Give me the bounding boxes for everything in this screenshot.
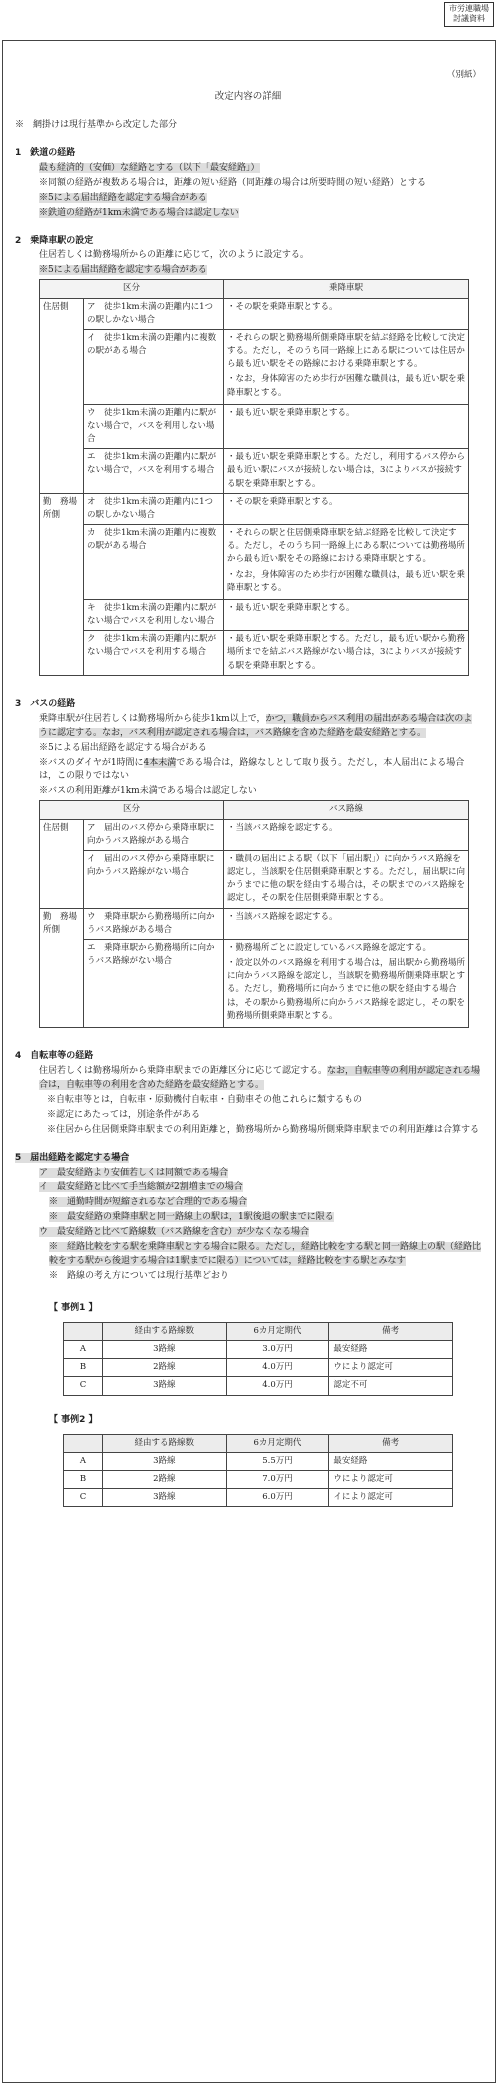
ex1-row-a-label: A [64,1341,103,1359]
ex2-row-a-note: 最安経路 [329,1452,453,1470]
station-table [39,279,469,675]
bus-row-i-value: ・職員の届出による駅（以下「届出駅」）に向かうバス路線を認定し，当該駅を住居側乗降車駅とする。ただし，届出駅に向かうまでに他の駅を経由する場合は，その駅までのバス路線を認定し，その駅を住居側乗降車駅とする。 [224,850,469,908]
document-frame [2,40,496,2083]
section-5-heading [15,1152,481,1166]
bus-row-u-key: ウ 乗降車駅から勤務場所に向かうバス路線がある場合 [84,908,224,939]
station-row-o-key: オ 徒歩1km未満の距離内に1つの駅しかない場合 [84,493,224,524]
section-4-heading: 4 自転車等の経路 [15,1050,94,1061]
ex1-row-b-label: B [64,1359,103,1377]
station-row-a-value: ・その駅を乗降車駅とする。 [224,298,469,329]
bus-row-e-text-2: ・設定以外のバス路線を利用する場合は，届出駅から勤務場所に向かうバス路線を認定し，当該駅を勤務場所側乗降車駅とする。ただし，勤務場所に向かうまでに他の駅を経由する場合は，その駅から勤務場所に向かうバス路線を認定し，その駅を勤務場所側乗降車駅とする。 [227,958,466,1021]
bus-table-header-category: 区分 [40,801,224,819]
s3-line-1: ※5による届出経路を認定する場合がある [39,742,207,753]
ex2-row-b-label: B [64,1470,103,1488]
ex1-row-a-routes: 3路線 [103,1341,227,1359]
section-3-heading: 3 バスの経路 [15,698,76,709]
ex1-row-a-price: 3.0万円 [226,1341,329,1359]
bus-row-a-key: ア 届出のバス停から乗降車駅に向かうバス路線がある場合 [84,819,224,850]
s4-para-1: 住居若しくは勤務場所から乗降車駅までの距離区分に応じて認定する。 [39,1065,328,1076]
ex2-row-a-label: A [64,1452,103,1470]
station-row-ka-text-2: ・なお，身体障害のため歩行が困難な職員は，最も近い駅を乗降車駅とする。 [227,569,466,593]
ex2-row-c-label: C [64,1489,103,1507]
section-5-heading-text: 5 届出経路を認定する場合 [15,1152,130,1163]
bus-row-a-value: ・当該バス路線を認定する。 [224,819,469,850]
station-row-i-text-2: ・なお，身体障害のため歩行が困難な職員は，最も近い駅を乗降車駅とする。 [227,374,466,398]
stamp-line-2: 討議資料 [453,14,485,24]
s5-item-i: イ 最安経路と比べて手当総額が2割増までの場合 [39,1182,243,1193]
ex1-header-3: 備考 [329,1322,453,1340]
s3-para-1-highlight: かつ，職員からバス利用の届出がある場合は次のように認定する。なお，バス利用が認定される場合は，バス路線を含めた経路を最安経路とする。 [39,713,473,738]
s1-line-3: ※5による届出経路を認定する場合がある [39,192,207,203]
section-1-body [15,162,481,221]
ex1-header-1: 経由する路線数 [103,1322,227,1340]
s5-item-u: ウ 最安経路と比べて路線数（バス路線を含む）が少なくなる場合 [39,1227,310,1238]
ex1-row-c-routes: 3路線 [103,1377,227,1395]
ex1-row-b-routes: 2路線 [103,1359,227,1377]
ex1-row-a-note: 最安経路 [329,1341,453,1359]
station-row-i-key: イ 徒歩1km未満の距離内に複数の駅がある場合 [84,329,224,404]
ex2-row-c-price: 6.0万円 [226,1489,329,1507]
station-row-ki-value: ・最も近い駅を乗降車駅とする。 [224,599,469,630]
section-2-body [15,249,481,278]
station-row-e-key: エ 徒歩1km未満の距離内に駅がない場合で，バスを利用する場合 [84,449,224,494]
station-group-home: 住居側 [40,298,84,493]
s3-line-2-highlight: 4本未満 [143,757,177,768]
s3-line-2a: ※バスのダイヤが1時間に [39,757,144,768]
station-table-header-station: 乗降車駅 [224,280,469,298]
example-1-table [63,1322,453,1396]
s5-item-i-note-1: ※ 通勤時間が短縮されるなど合理的である場合 [49,1197,248,1208]
s4-line-3: ※住居から住居側乗降車駅までの利用距離と，勤務場所から勤務場所側乗降車駅までの利用距離は合算する [47,1124,480,1135]
s2-line-2: ※5による届出経路を認定する場合がある [39,265,207,276]
bus-row-e-value [224,939,469,1027]
bus-row-i-key: イ 届出のバス停から乗降車駅に向かうバス路線がない場合 [84,850,224,908]
s4-line-1: ※自転車等とは，自転車・原動機付自転車・自動車その他これらに類するもの [47,1094,363,1105]
station-row-ka-value [224,525,469,600]
s5-item-a: ア 最安経路より安価若しくは同額である場合 [39,1167,229,1178]
ex1-row-c-price: 4.0万円 [226,1377,329,1395]
s4-para-1-highlight: なお，自転車等の利用が認定される場合は，自転車等の利用を含めた経路を最安経路とする。 [39,1065,481,1090]
station-row-ki-key: キ 徒歩1km未満の距離内に駅がない場合でバスを利用しない場合 [84,599,224,630]
bus-group-work: 勤 務場所側 [40,908,84,1027]
bus-group-home: 住居側 [40,819,84,908]
s4-line-2: ※認定にあたっては，別途条件がある [47,1109,201,1120]
station-row-ka-text-1: ・それらの駅と住居側乗降車駅を結ぶ経路を比較して決定する。ただし，そのうち同一路線上にある駅については勤務場所から最も近い駅をその路線における乗降車駅とする。 [227,528,465,565]
station-row-ka-key: カ 徒歩1km未満の距離内に複数の駅がある場合 [84,525,224,600]
station-row-e-value: ・最も近い駅を乗降車駅とする。ただし，利用するバス停から最も近い駅にバスが接続しない場合は，3によりバスが接続する駅を乗降車駅とする。 [224,449,469,494]
station-row-ku-key: ク 徒歩1km未満の距離内に駅がない場合でバスを利用する場合 [84,631,224,676]
stamp-line-1: 市労連職場 [449,4,489,13]
ex2-row-b-price: 7.0万円 [226,1470,329,1488]
station-row-i-text-1: ・それらの駅と勤務場所側乗降車駅を結ぶ経路を比較して決定する。ただし，そのうち同一路線上にある駅については住居から最も近い駅をその路線における乗降車駅とする。 [227,332,466,370]
ex1-row-b-price: 4.0万円 [226,1359,329,1377]
ex2-row-a-price: 5.5万円 [226,1452,329,1470]
station-row-ku-value: ・最も近い駅を乗降車駅とする。ただし，最も近い駅から勤務場所までを結ぶバス路線がない場合は，3によりバスが接続する駅を乗降車駅とする。 [224,631,469,676]
ex1-row-c-note: 認定不可 [329,1377,453,1395]
s3-line-3: ※バスの利用距離が1km未満である場合は認定しない [39,786,257,797]
ex2-row-c-note: イにより認定可 [329,1489,453,1507]
station-row-o-value: ・その駅を乗降車駅とする。 [224,493,469,524]
ex2-row-b-note: ウにより認定可 [329,1470,453,1488]
s1-line-1: 最も経済的（安価）な経路とする（以下「最安経路」） [39,162,260,173]
bus-row-e-key: エ 乗降車駅から勤務場所に向かうバス路線がない場合 [84,939,224,1027]
station-row-u-key: ウ 徒歩1km未満の距離内に駅がない場合で，バスを利用しない場合 [84,404,224,449]
section-2-heading: 2 乗降車駅の設定 [15,235,94,246]
bus-row-u-value: ・当該バス路線を認定する。 [224,908,469,939]
ex2-header-1: 経由する路線数 [103,1434,227,1452]
ex2-header-2: 6カ月定期代 [226,1434,329,1452]
section-5-body [15,1167,481,1285]
example-2-title: 【 事例2 】 [49,1414,98,1425]
bus-table [39,800,469,1028]
bus-table-header-route: バス路線 [224,801,469,819]
section-4-body [15,1065,481,1138]
ex2-row-a-routes: 3路線 [103,1452,227,1470]
station-row-a-key: ア 徒歩1km未満の距離内に1つの駅しかない場合 [84,298,224,329]
ex2-row-b-routes: 2路線 [103,1470,227,1488]
station-group-work: 勤 務場所側 [40,493,84,675]
document-stamp [444,2,494,27]
section-1-heading: 1 鉄道の経路 [15,147,76,158]
ex1-row-c-label: C [64,1377,103,1395]
ex1-header-0 [64,1322,103,1340]
s5-item-i-note-2: ※ 最安経路の乗降車駅と同一路線上の駅は，1駅後退の駅までに限る [49,1212,334,1223]
page-title: 改定内容の詳細 [214,91,282,103]
s1-line-4: ※鉄道の経路が1km未満である場合は認定しない [39,207,239,218]
s3-para-1: 乗降車駅が住居若しくは勤務場所から徒歩1km以上で， [39,713,266,724]
example-2-table [63,1434,453,1508]
s1-line-2: ※同額の経路が複数ある場合は，距離の短い経路（同距離の場合は所要時間の短い経路）とする [39,177,427,188]
s3-line-2b: である場合は，路線なしとして取り扱う。ただし，本人届出による場合は，この限りではない [39,757,465,782]
s5-item-u-note-1: ※ 経路比較をする駅を乗降車駅とする場合に限る。ただし，経路比較をする駅と同一路線上の駅（経路比較をする駅から後退する場合は1駅までに限る）については，経路比較をする駅とみなす [49,1242,482,1267]
example-1-title: 【 事例1 】 [49,1303,98,1313]
annex-label: （別紙） [446,70,481,80]
station-table-header-category: 区分 [40,280,224,298]
section-3-body [15,713,481,800]
station-row-i-value [224,329,469,404]
s2-line-1: 住居若しくは勤務場所からの距離に応じて，次のように設定する。 [39,250,309,261]
bus-row-e-text-1: ・勤務場所ごとに設定しているバス路線を認定する。 [227,942,432,953]
station-row-u-value: ・最も近い駅を乗降車駅とする。 [224,404,469,449]
ex2-row-c-routes: 3路線 [103,1489,227,1507]
ex1-header-2: 6カ月定期代 [226,1322,329,1340]
ex2-header-3: 備考 [329,1434,453,1452]
s5-item-u-note-2: ※ 路線の考え方については現行基準どおり [49,1271,229,1282]
shading-note: ※ 網掛けは現行基準から改定した部分 [15,119,178,130]
ex1-row-b-note: ウにより認定可 [329,1359,453,1377]
ex2-header-0 [64,1434,103,1452]
